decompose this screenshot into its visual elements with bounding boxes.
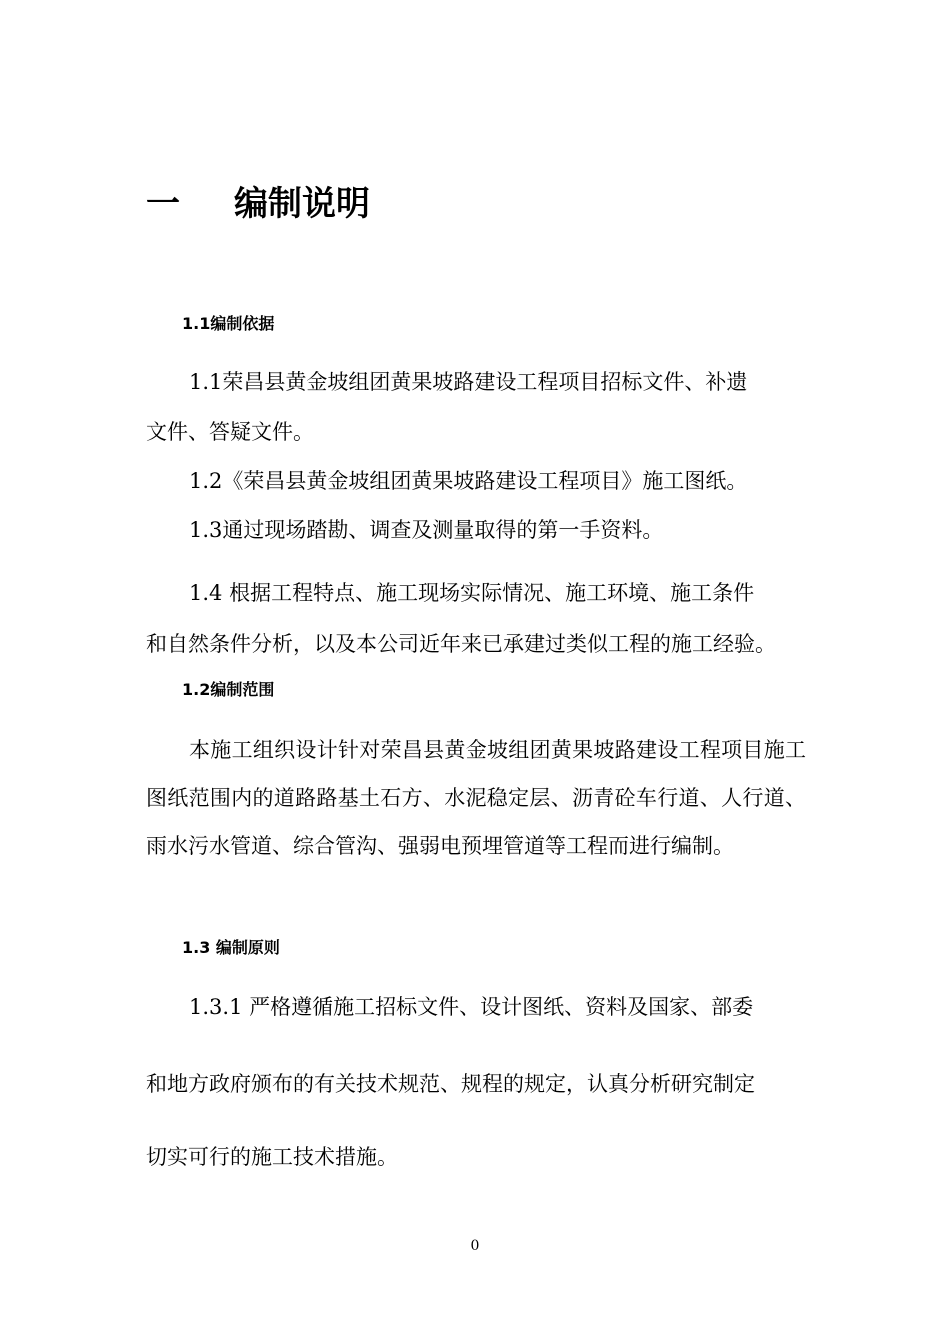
section-heading-1-1: 1.1编制依据 (182, 314, 275, 333)
principle-item-1-3-1-line2: 和地方政府颁布的有关技术规范、规程的规定，认真分析研究制定 (146, 1072, 755, 1096)
basis-item-1-3: 1.3通过现场踏勘、调查及测量取得的第一手资料。 (189, 518, 664, 542)
section-heading-1-3: 1.3 编制原则 (182, 938, 280, 957)
chapter-number: 一 (146, 184, 180, 224)
basis-item-1-4-line2: 和自然条件分析，以及本公司近年来已承建过类似工程的施工经验。 (146, 632, 776, 656)
scope-paragraph: 本施工组织设计针对荣昌县黄金坡组团黄果坡路建设工程项目施工图纸范围内的道路路基土石方、水泥稳定层、沥青砼车行道、人行道、雨水污水管道、综合管沟、强弱电预埋管道等工程而进行编制。 (146, 738, 806, 858)
chapter-title-text: 编制说明 (234, 184, 370, 224)
principle-item-1-3-1-line3: 切实可行的施工技术措施。 (146, 1145, 398, 1169)
basis-item-1-4-line1: 1.4 根据工程特点、施工现场实际情况、施工环境、施工条件 (189, 581, 755, 605)
section-heading-1-2: 1.2编制范围 (182, 680, 275, 699)
basis-item-1-1-line2: 文件、答疑文件。 (146, 420, 314, 444)
principle-item-1-3-1-line1: 1.3.1 严格遵循施工招标文件、设计图纸、资料及国家、部委 (189, 995, 754, 1019)
basis-item-1-2: 1.2《荣昌县黄金坡组团黄果坡路建设工程项目》施工图纸。 (189, 469, 748, 493)
basis-item-1-1-line1: 1.1荣昌县黄金坡组团黄果坡路建设工程项目招标文件、补遗 (189, 370, 748, 394)
chapter-title (146, 178, 370, 230)
page-number: 0 (470, 1238, 480, 1254)
